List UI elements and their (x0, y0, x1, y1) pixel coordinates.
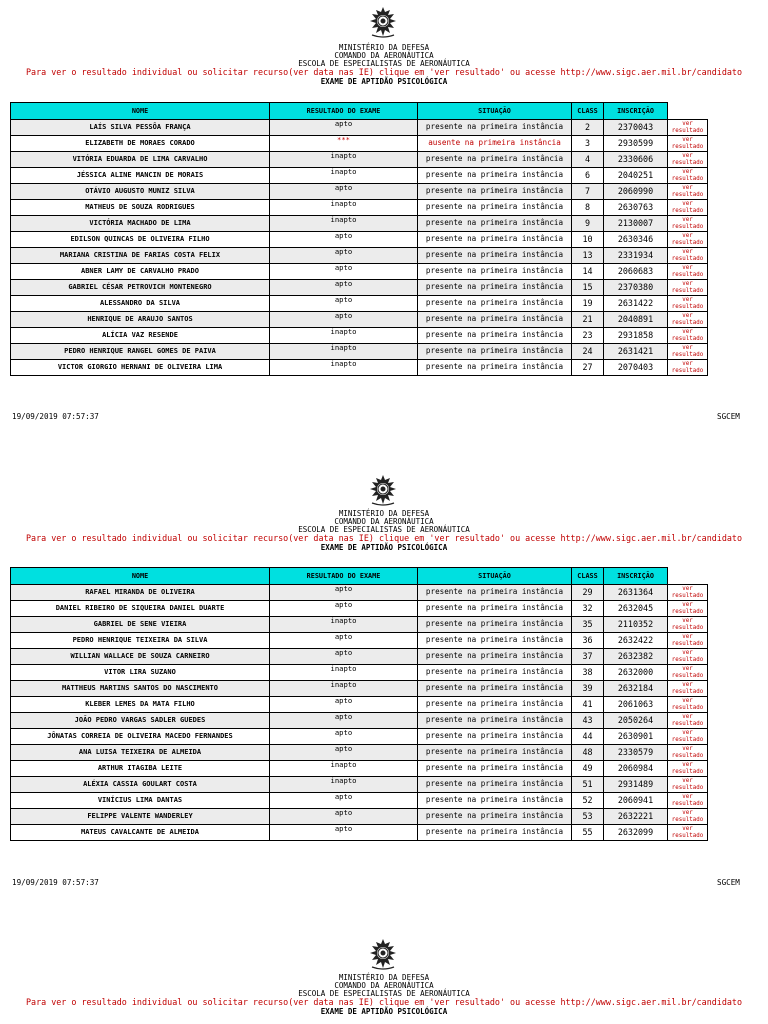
inscription-number: 2060990 (604, 184, 668, 200)
class-rank: 24 (572, 344, 604, 360)
table-header (11, 568, 708, 585)
exam-result: apto (270, 649, 418, 665)
situation: presente na primeira instância (418, 681, 572, 697)
ver-resultado-link[interactable]: ver resultado (668, 777, 708, 793)
table-row (11, 665, 708, 681)
class-rank: 39 (572, 681, 604, 697)
candidate-name: ARTHUR ITAGIBA LEITE (11, 761, 270, 777)
ministry-label: MINISTÉRIO DA DEFESA (338, 509, 430, 518)
candidate-name: ANA LUISA TEIXEIRA DE ALMEIDA (11, 745, 270, 761)
ver-resultado-link[interactable]: ver resultado (668, 136, 708, 152)
candidate-name: JÔNATAS CORREIA DE OLIVEIRA MACEDO FERNANDES (11, 729, 270, 745)
exam-result: apto (270, 809, 418, 825)
ver-resultado-link[interactable]: ver resultado (668, 793, 708, 809)
col-situation-header: SITUAÇÃO (418, 103, 572, 120)
exam-title: EXAME DE APTIDÃO PSICOLÓGICA (320, 77, 448, 86)
candidate-name: VICTOR GIORGIO HERNANI DE OLIVEIRA LIMA (11, 360, 270, 376)
class-rank: 29 (572, 585, 604, 601)
class-rank: 23 (572, 328, 604, 344)
situation: presente na primeira instância (418, 152, 572, 168)
candidate-name: PEDRO HENRIQUE TEIXEIRA DA SILVA (11, 633, 270, 649)
ver-resultado-link[interactable]: ver resultado (668, 312, 708, 328)
class-rank: 37 (572, 649, 604, 665)
table-row (11, 777, 708, 793)
class-rank: 41 (572, 697, 604, 713)
situation: presente na primeira instância (418, 729, 572, 745)
inscription-number: 2632000 (604, 665, 668, 681)
col-result-header: RESULTADO DO EXAME (270, 103, 418, 120)
exam-result: apto (270, 248, 418, 264)
results-body (11, 568, 708, 841)
situation: presente na primeira instância (418, 761, 572, 777)
class-rank: 55 (572, 825, 604, 841)
table-row (11, 152, 708, 168)
table-row (11, 633, 708, 649)
candidate-name: JÉSSICA ALINE MANCIN DE MORAIS (11, 168, 270, 184)
table-row (11, 328, 708, 344)
exam-result: inapto (270, 761, 418, 777)
candidate-name: ALÍCIA VAZ RESENDE (11, 328, 270, 344)
exam-result: apto (270, 745, 418, 761)
table-row (11, 168, 708, 184)
ver-resultado-link[interactable]: ver resultado (668, 617, 708, 633)
situation: presente na primeira instância (418, 216, 572, 232)
ver-resultado-link[interactable]: ver resultado (668, 825, 708, 841)
exam-result: apto (270, 280, 418, 296)
class-rank: 27 (572, 360, 604, 376)
col-inscription-header: INSCRIÇÃO (604, 568, 668, 585)
col-class-header: CLASS (572, 103, 604, 120)
candidate-name: RAFAEL MIRANDA DE OLIVEIRA (11, 585, 270, 601)
candidate-name: VITÓRIA EDUARDA DE LIMA CARVALHO (11, 152, 270, 168)
inscription-number: 2110352 (604, 617, 668, 633)
situation: presente na primeira instância (418, 633, 572, 649)
inscription-number: 2631421 (604, 344, 668, 360)
candidate-name: WILLIAN WALLACE DE SOUZA CARNEIRO (11, 649, 270, 665)
candidate-name: VITOR LIRA SUZANO (11, 665, 270, 681)
table-row (11, 809, 708, 825)
exam-result: apto (270, 585, 418, 601)
candidate-name: DANIEL RIBEIRO DE SIQUEIRA DANIEL DUARTE (11, 601, 270, 617)
school-label: ESCOLA DE ESPECIALISTAS DE AERONÁUTICA (298, 525, 470, 534)
situation: presente na primeira instância (418, 248, 572, 264)
candidate-name: GABRIEL CÉSAR PETROVICH MONTENEGRO (11, 280, 270, 296)
inscription-number: 2040251 (604, 168, 668, 184)
situation: presente na primeira instância (418, 312, 572, 328)
table-row (11, 761, 708, 777)
class-rank: 51 (572, 777, 604, 793)
candidate-name: ELIZABETH DE MORAES CORADO (11, 136, 270, 152)
table-row (11, 649, 708, 665)
col-class-header: CLASS (572, 568, 604, 585)
exam-title: EXAME DE APTIDÃO PSICOLÓGICA (320, 1007, 448, 1016)
table-row (11, 136, 708, 152)
situation: presente na primeira instância (418, 601, 572, 617)
situation: presente na primeira instância (418, 200, 572, 216)
exam-result: apto (270, 825, 418, 841)
timestamp: 19/09/2019 07:57:37 (12, 878, 99, 887)
situation: presente na primeira instância (418, 585, 572, 601)
inscription-number: 2060941 (604, 793, 668, 809)
ministry-label: MINISTÉRIO DA DEFESA (338, 973, 430, 982)
coat-of-arms-icon (368, 938, 398, 970)
command-label: COMANDO DA AERONÁUTICA (334, 517, 434, 526)
ver-resultado-link[interactable]: ver resultado (668, 681, 708, 697)
class-rank: 2 (572, 120, 604, 136)
table-row (11, 617, 708, 633)
inscription-number: 2931858 (604, 328, 668, 344)
ver-resultado-link[interactable]: ver resultado (668, 232, 708, 248)
exam-result: inapto (270, 665, 418, 681)
situation: presente na primeira instância (418, 280, 572, 296)
candidate-name: OTÁVIO AUGUSTO MUNIZ SILVA (11, 184, 270, 200)
ver-resultado-link[interactable]: ver resultado (668, 200, 708, 216)
situation: presente na primeira instância (418, 360, 572, 376)
results-table (10, 102, 708, 376)
table-row (11, 697, 708, 713)
class-rank: 43 (572, 713, 604, 729)
exam-result: apto (270, 633, 418, 649)
exam-result: inapto (270, 168, 418, 184)
class-rank: 38 (572, 665, 604, 681)
candidate-name: MARIANA CRISTINA DE FARIAS COSTA FELIX (11, 248, 270, 264)
ver-resultado-link[interactable]: ver resultado (668, 649, 708, 665)
candidate-name: VICTÓRIA MACHADO DE LIMA (11, 216, 270, 232)
class-rank: 3 (572, 136, 604, 152)
table-row (11, 120, 708, 136)
ver-resultado-link[interactable]: ver resultado (668, 360, 708, 376)
school-label: ESCOLA DE ESPECIALISTAS DE AERONÁUTICA (298, 59, 470, 68)
class-rank: 19 (572, 296, 604, 312)
ver-resultado-link[interactable]: ver resultado (668, 152, 708, 168)
class-rank: 44 (572, 729, 604, 745)
candidate-name: MATHEUS DE SOUZA RODRIGUES (11, 200, 270, 216)
exam-result: apto (270, 264, 418, 280)
col-situation-header: SITUAÇÃO (418, 568, 572, 585)
table-row (11, 248, 708, 264)
situation: ausente na primeira instância (418, 136, 572, 152)
ver-resultado-link[interactable]: ver resultado (668, 633, 708, 649)
footer-code: SGCEM (717, 878, 740, 887)
table-row (11, 745, 708, 761)
inscription-number: 2632382 (604, 649, 668, 665)
ver-resultado-link[interactable]: ver resultado (668, 729, 708, 745)
inscription-number: 2630346 (604, 232, 668, 248)
situation: presente na primeira instância (418, 168, 572, 184)
notice-text: Para ver o resultado individual ou solicitar recurso(ver data nas IE) clique em 'ver resultado' ou acesse http://www.sigc.aer.mil.br/candidato (26, 533, 742, 543)
candidate-name: EDILSON QUINCAS DE OLIVEIRA FILHO (11, 232, 270, 248)
notice-text: Para ver o resultado individual ou solicitar recurso(ver data nas IE) clique em 'ver resultado' ou acesse http://www.sigc.aer.mil.br/candidato (26, 67, 742, 77)
situation: presente na primeira instância (418, 697, 572, 713)
inscription-number: 2630763 (604, 200, 668, 216)
class-rank: 52 (572, 793, 604, 809)
inscription-number: 2632099 (604, 825, 668, 841)
situation: presente na primeira instância (418, 809, 572, 825)
exam-result: inapto (270, 152, 418, 168)
ver-resultado-link[interactable]: ver resultado (668, 761, 708, 777)
exam-result: apto (270, 713, 418, 729)
table-row (11, 280, 708, 296)
results-table (10, 567, 708, 841)
candidate-name: PEDRO HENRIQUE RANGEL GOMES DE PAIVA (11, 344, 270, 360)
inscription-number: 2631364 (604, 585, 668, 601)
table-row (11, 344, 708, 360)
inscription-number: 2930599 (604, 136, 668, 152)
exam-result: inapto (270, 200, 418, 216)
inscription-number: 2632221 (604, 809, 668, 825)
command-label: COMANDO DA AERONÁUTICA (334, 981, 434, 990)
command-label: COMANDO DA AERONÁUTICA (334, 51, 434, 60)
candidate-name: MATTHEUS MARTINS SANTOS DO NASCIMENTO (11, 681, 270, 697)
candidate-name: MATEUS CAVALCANTE DE ALMEIDA (11, 825, 270, 841)
class-rank: 15 (572, 280, 604, 296)
exam-result: apto (270, 697, 418, 713)
situation: presente na primeira instância (418, 793, 572, 809)
class-rank: 48 (572, 745, 604, 761)
class-rank: 7 (572, 184, 604, 200)
situation: presente na primeira instância (418, 232, 572, 248)
table-row (11, 825, 708, 841)
exam-result: inapto (270, 216, 418, 232)
class-rank: 8 (572, 200, 604, 216)
situation: presente na primeira instância (418, 665, 572, 681)
inscription-number: 2070403 (604, 360, 668, 376)
class-rank: 14 (572, 264, 604, 280)
ver-resultado-link[interactable]: ver resultado (668, 601, 708, 617)
school-label: ESCOLA DE ESPECIALISTAS DE AERONÁUTICA (298, 989, 470, 998)
ver-resultado-link[interactable]: ver resultado (668, 697, 708, 713)
table-row (11, 216, 708, 232)
inscription-number: 2330579 (604, 745, 668, 761)
table-row (11, 360, 708, 376)
class-rank: 10 (572, 232, 604, 248)
inscription-number: 2632045 (604, 601, 668, 617)
situation: presente na primeira instância (418, 120, 572, 136)
table-header (11, 103, 708, 120)
situation: presente na primeira instância (418, 825, 572, 841)
situation: presente na primeira instância (418, 745, 572, 761)
class-rank: 6 (572, 168, 604, 184)
class-rank: 49 (572, 761, 604, 777)
exam-result: inapto (270, 777, 418, 793)
ver-resultado-link[interactable]: ver resultado (668, 745, 708, 761)
exam-result: apto (270, 729, 418, 745)
candidate-name: ABNER LAMY DE CARVALHO PRADO (11, 264, 270, 280)
inscription-number: 2050264 (604, 713, 668, 729)
class-rank: 13 (572, 248, 604, 264)
ver-resultado-link[interactable]: ver resultado (668, 296, 708, 312)
table-row (11, 793, 708, 809)
col-inscription-header: INSCRIÇÃO (604, 103, 668, 120)
inscription-number: 2040891 (604, 312, 668, 328)
inscription-number: 2331934 (604, 248, 668, 264)
exam-result: apto (270, 184, 418, 200)
timestamp: 19/09/2019 07:57:37 (12, 412, 99, 421)
exam-result: inapto (270, 617, 418, 633)
ver-resultado-link[interactable]: ver resultado (668, 280, 708, 296)
table-row (11, 232, 708, 248)
class-rank: 21 (572, 312, 604, 328)
coat-of-arms-icon (368, 474, 398, 506)
inscription-number: 2370380 (604, 280, 668, 296)
situation: presente na primeira instância (418, 713, 572, 729)
table-row (11, 264, 708, 280)
situation: presente na primeira instância (418, 328, 572, 344)
exam-result: inapto (270, 360, 418, 376)
inscription-number: 2061063 (604, 697, 668, 713)
situation: presente na primeira instância (418, 296, 572, 312)
table-row (11, 601, 708, 617)
table-row (11, 681, 708, 697)
ver-resultado-link[interactable]: ver resultado (668, 216, 708, 232)
results-body (11, 103, 708, 376)
candidate-name: ALÉXIA CASSIA GOULART COSTA (11, 777, 270, 793)
coat-of-arms-icon (368, 6, 398, 38)
exam-result: apto (270, 120, 418, 136)
class-rank: 36 (572, 633, 604, 649)
class-rank: 32 (572, 601, 604, 617)
ver-resultado-link[interactable]: ver resultado (668, 665, 708, 681)
class-rank: 35 (572, 617, 604, 633)
col-name-header: NOME (11, 568, 270, 585)
col-link-header (668, 103, 708, 120)
class-rank: 4 (572, 152, 604, 168)
ver-resultado-link[interactable]: ver resultado (668, 809, 708, 825)
ver-resultado-link[interactable]: ver resultado (668, 264, 708, 280)
inscription-number: 2632184 (604, 681, 668, 697)
inscription-number: 2931489 (604, 777, 668, 793)
situation: presente na primeira instância (418, 344, 572, 360)
exam-result: inapto (270, 681, 418, 697)
inscription-number: 2060984 (604, 761, 668, 777)
situation: presente na primeira instância (418, 184, 572, 200)
inscription-number: 2370043 (604, 120, 668, 136)
candidate-name: GABRIEL DE SENE VIEIRA (11, 617, 270, 633)
situation: presente na primeira instância (418, 617, 572, 633)
ver-resultado-link[interactable]: ver resultado (668, 184, 708, 200)
exam-title: EXAME DE APTIDÃO PSICOLÓGICA (320, 543, 448, 552)
table-row (11, 729, 708, 745)
footer-code: SGCEM (717, 412, 740, 421)
table-row (11, 184, 708, 200)
ver-resultado-link[interactable]: ver resultado (668, 248, 708, 264)
inscription-number: 2630901 (604, 729, 668, 745)
candidate-name: FELIPPE VALENTE WANDERLEY (11, 809, 270, 825)
candidate-name: LAÍS SILVA PESSÔA FRANÇA (11, 120, 270, 136)
candidate-name: KLEBER LEMES DA MATA FILHO (11, 697, 270, 713)
notice-text: Para ver o resultado individual ou solicitar recurso(ver data nas IE) clique em 'ver resultado' ou acesse http://www.sigc.aer.mil.br/candidato (26, 997, 742, 1007)
exam-result: apto (270, 232, 418, 248)
situation: presente na primeira instância (418, 264, 572, 280)
class-rank: 53 (572, 809, 604, 825)
inscription-number: 2631422 (604, 296, 668, 312)
table-row (11, 713, 708, 729)
inscription-number: 2130007 (604, 216, 668, 232)
inscription-number: 2060683 (604, 264, 668, 280)
table-row (11, 200, 708, 216)
situation: presente na primeira instância (418, 777, 572, 793)
exam-result: apto (270, 312, 418, 328)
col-result-header: RESULTADO DO EXAME (270, 568, 418, 585)
table-row (11, 296, 708, 312)
exam-result: apto (270, 296, 418, 312)
table-row (11, 312, 708, 328)
exam-result: inapto (270, 328, 418, 344)
table-row (11, 585, 708, 601)
exam-result: inapto (270, 344, 418, 360)
ver-resultado-link[interactable]: ver resultado (668, 585, 708, 601)
candidate-name: JOÃO PEDRO VARGAS SADLER GUEDES (11, 713, 270, 729)
candidate-name: ALESSANDRO DA SILVA (11, 296, 270, 312)
class-rank: 9 (572, 216, 604, 232)
exam-result: *** (270, 136, 418, 152)
ver-resultado-link[interactable]: ver resultado (668, 168, 708, 184)
col-link-header (668, 568, 708, 585)
col-name-header: NOME (11, 103, 270, 120)
inscription-number: 2330606 (604, 152, 668, 168)
exam-result: apto (270, 793, 418, 809)
candidate-name: VINÍCIUS LIMA DANTAS (11, 793, 270, 809)
ver-resultado-link[interactable]: ver resultado (668, 713, 708, 729)
ver-resultado-link[interactable]: ver resultado (668, 328, 708, 344)
candidate-name: HENRIQUE DE ARAUJO SANTOS (11, 312, 270, 328)
exam-result: apto (270, 601, 418, 617)
ministry-label: MINISTÉRIO DA DEFESA (338, 43, 430, 52)
inscription-number: 2632422 (604, 633, 668, 649)
ver-resultado-link[interactable]: ver resultado (668, 344, 708, 360)
situation: presente na primeira instância (418, 649, 572, 665)
ver-resultado-link[interactable]: ver resultado (668, 120, 708, 136)
